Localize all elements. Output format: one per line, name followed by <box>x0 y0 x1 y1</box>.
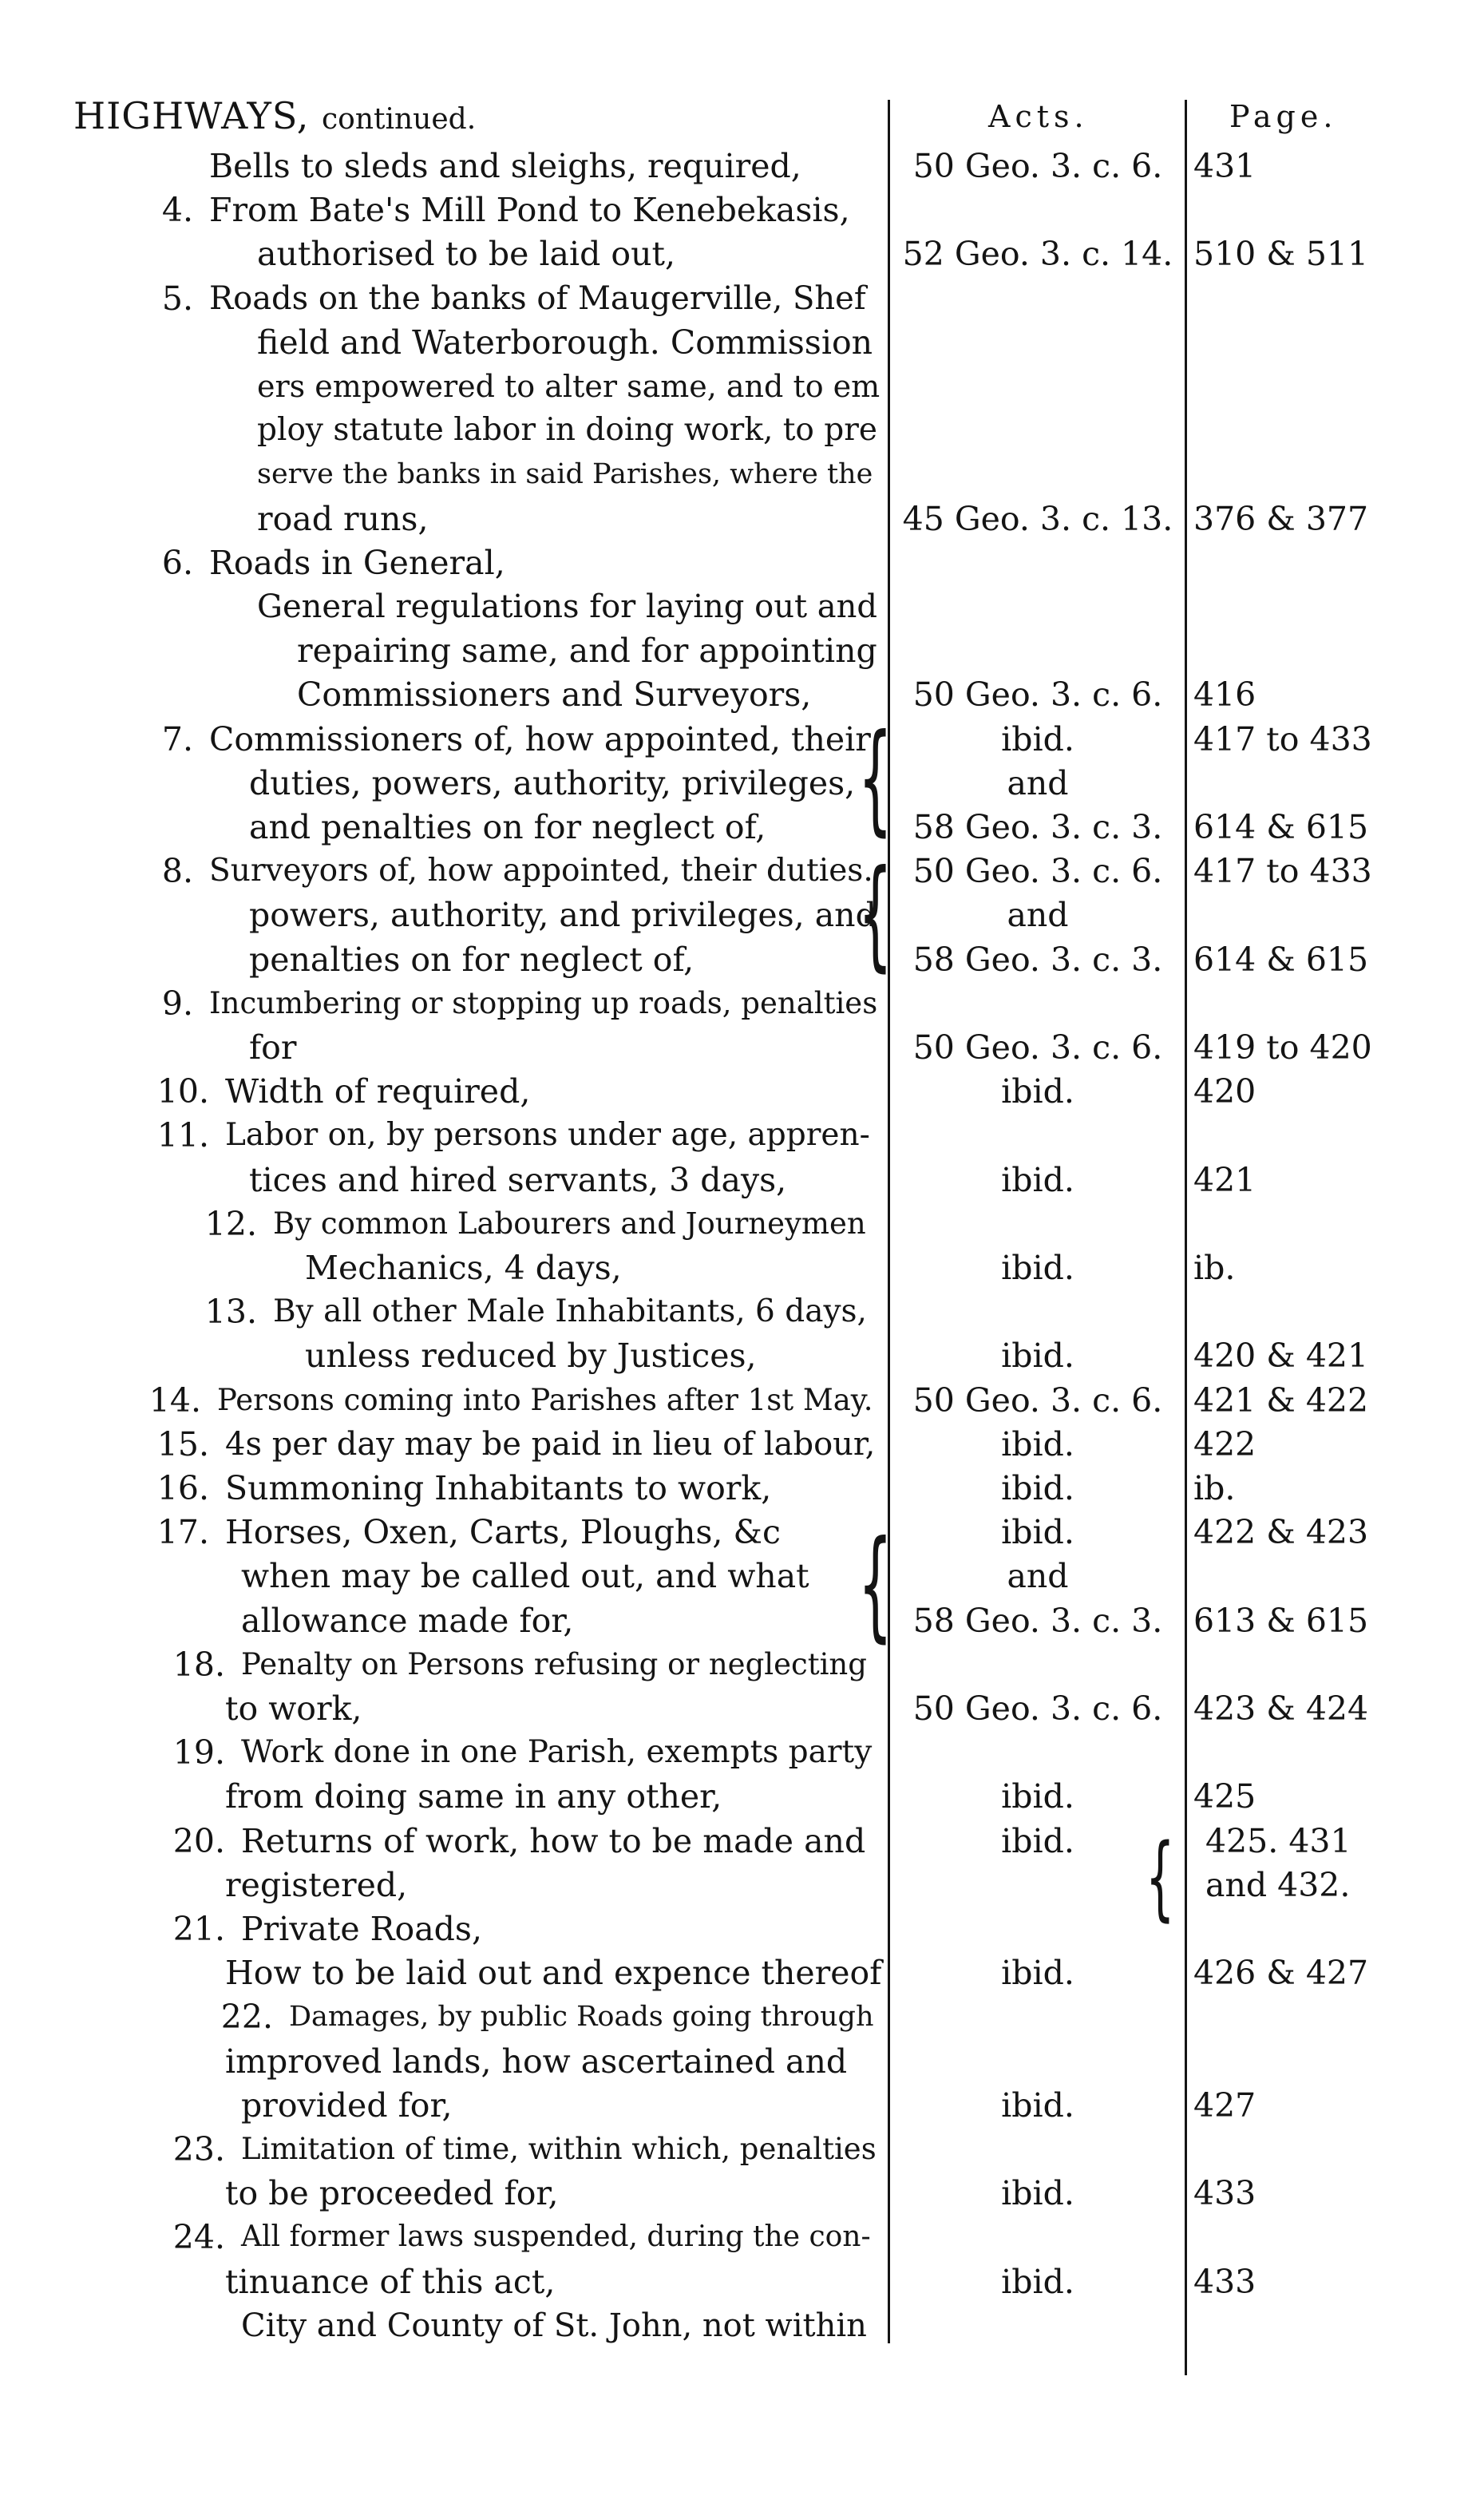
entry-text: Incumbering or stopping up roads, penalties <box>209 985 878 1020</box>
entry-row <box>0 805 1484 850</box>
entry-page: 423 & 424 <box>1193 1689 1369 1728</box>
entry-text: when may be called out, and what <box>241 1557 809 1596</box>
entry-text: and penalties on for neglect of, <box>249 808 766 846</box>
entry-act: ibid. <box>1001 1424 1074 1463</box>
entry-text: serve the banks in said Parishes, where the <box>257 458 873 491</box>
entry-number: 7. <box>161 719 193 758</box>
entry-page: 425. 431 <box>1205 1821 1351 1860</box>
entry-row <box>0 232 1484 276</box>
entry-act: 50 Geo. 3. c. 6. <box>912 147 1163 185</box>
entry-text: penalties on for neglect of, <box>249 940 695 979</box>
entry-row <box>0 1422 1484 1467</box>
entry-number: 8. <box>161 852 193 891</box>
entry-number: 16. <box>156 1469 209 1507</box>
entry-row <box>0 188 1484 232</box>
entry-row <box>0 2039 1484 2084</box>
entry-text: Returns of work, how to be made and <box>241 1821 866 1860</box>
entry-text: ers empowered to alter same, and to em <box>257 369 881 404</box>
entry-act: and <box>1007 896 1069 935</box>
entry-text: By all other Male Inhabitants, 6 days, <box>273 1293 867 1330</box>
entry-row <box>0 541 1484 585</box>
entry-act: ibid. <box>1001 1777 1074 1816</box>
entry-page: ib. <box>1193 1249 1236 1287</box>
entry-text: Surveyors of, how appointed, their duties. <box>209 853 873 889</box>
entry-text: Summoning Inhabitants to work, <box>225 1469 772 1507</box>
entry-page: 421 <box>1193 1160 1256 1199</box>
entry-text: unless reduced by Justices, <box>305 1337 757 1376</box>
entry-number: 5. <box>161 279 193 318</box>
entry-row <box>0 628 1484 673</box>
entry-act: ibid. <box>1001 1513 1074 1552</box>
entry-text: registered, <box>225 1865 408 1904</box>
entry-page: 422 & 423 <box>1193 1513 1369 1552</box>
entry-row <box>0 981 1484 1026</box>
entry-number: 17. <box>156 1513 209 1552</box>
entry-act: ibid. <box>1001 1160 1074 1199</box>
entry-act: 50 Geo. 3. c. 6. <box>912 1028 1163 1067</box>
entry-text: By common Labourers and Journeymen <box>273 1206 866 1241</box>
heading-continued: continued. <box>321 103 477 136</box>
entry-text: powers, authority, and privileges, and <box>249 896 877 935</box>
entry-row <box>0 1598 1484 1643</box>
entry-page: 422 <box>1193 1424 1256 1463</box>
entry-act: ibid. <box>1001 2262 1074 2301</box>
entry-page: 419 to 420 <box>1193 1028 1372 1067</box>
entry-row <box>0 2127 1484 2172</box>
left-brace-entry-8: { <box>858 845 892 984</box>
entry-act: ibid. <box>1001 1821 1074 1860</box>
entry-text: General regulations for laying out and <box>257 588 877 625</box>
entry-row <box>0 452 1484 497</box>
entry-act: ibid. <box>1001 2085 1074 2125</box>
entry-text: tices and hired servants, 3 days, <box>249 1160 787 1199</box>
entry-text: tinuance of this act, <box>225 2262 556 2301</box>
entry-row <box>0 1289 1484 1334</box>
entry-row <box>0 1642 1484 1687</box>
entry-page: 614 & 615 <box>1193 940 1369 979</box>
entry-row <box>0 1113 1484 1158</box>
entry-text: How to be laid out and expence thereof <box>225 1954 882 1993</box>
entry-page: ib. <box>1193 1469 1236 1507</box>
entry-row <box>0 1378 1484 1423</box>
entry-act: ibid. <box>1001 1469 1074 1507</box>
entry-text: repairing same, and for appointing <box>297 632 877 671</box>
entry-text: Roads on the banks of Maugerville, Shef <box>209 279 866 317</box>
entry-act: 50 Geo. 3. c. 6. <box>912 852 1163 891</box>
entry-act: 45 Geo. 3. c. 13. <box>902 499 1173 538</box>
entry-page: 427 <box>1193 2085 1256 2125</box>
entry-page: 425 <box>1193 1777 1256 1816</box>
entry-number: 15. <box>156 1424 209 1463</box>
entry-text: All former laws suspended, during the con- <box>241 2220 871 2254</box>
entry-text: Mechanics, 4 days, <box>305 1249 622 1287</box>
entry-number: 19. <box>172 1733 225 1772</box>
right-brace-entry-20: { <box>1146 1824 1175 1931</box>
entry-row <box>0 893 1484 937</box>
entry-row <box>0 584 1484 629</box>
entry-text: 4s per day may be paid in lieu of labour, <box>225 1425 876 1463</box>
entry-row <box>0 1069 1484 1114</box>
entry-text: Private Roads, <box>241 1910 482 1948</box>
entry-number: 22. <box>220 1998 273 2037</box>
entry-page: 420 & 421 <box>1193 1337 1369 1376</box>
entry-row <box>0 1466 1484 1511</box>
entry-act: ibid. <box>1001 719 1074 758</box>
entry-number: 20. <box>172 1821 225 1860</box>
entry-act: 52 Geo. 3. c. 14. <box>902 235 1173 274</box>
entry-row <box>0 276 1484 321</box>
entry-text: authorised to be laid out, <box>257 235 675 274</box>
entry-text: to work, <box>225 1689 362 1728</box>
entry-row <box>0 1730 1484 1775</box>
entry-act: and <box>1007 1557 1069 1596</box>
entry-act: 50 Geo. 3. c. 6. <box>912 1689 1163 1728</box>
entry-text: Persons coming into Parishes after 1st May. <box>217 1382 873 1417</box>
left-brace-entry-7: { <box>858 709 892 848</box>
entry-text: improved lands, how ascertained and <box>225 2042 848 2081</box>
entry-page: 431 <box>1193 147 1256 185</box>
entry-text: field and Waterborough. Commission <box>257 323 873 362</box>
entry-row <box>0 761 1484 806</box>
entry-page: 376 & 377 <box>1193 499 1369 538</box>
entry-number: 18. <box>172 1645 225 1684</box>
entry-text: ploy statute labor in doing work, to pre <box>257 412 877 449</box>
entry-text: from doing same in any other, <box>225 1777 722 1816</box>
entry-text: to be proceeded for, <box>225 2174 559 2213</box>
entry-act: ibid. <box>1001 1072 1074 1111</box>
entry-number: 23. <box>172 2130 225 2168</box>
entry-row <box>0 1554 1484 1598</box>
entry-row <box>0 1246 1484 1290</box>
entry-number: 10. <box>156 1072 209 1111</box>
entry-page: 433 <box>1193 2174 1256 2213</box>
entry-row <box>0 672 1484 717</box>
entry-row <box>0 1025 1484 1070</box>
page-heading <box>73 94 476 137</box>
entry-row <box>0 144 1484 188</box>
entry-page: 416 <box>1193 675 1256 715</box>
entry-row <box>0 2260 1484 2304</box>
entry-number: 13. <box>204 1293 257 1332</box>
entry-row <box>0 1333 1484 1378</box>
entry-text: Horses, Oxen, Carts, Ploughs, &c <box>225 1513 781 1552</box>
entry-text: provided for, <box>241 2085 453 2125</box>
entry-act: and <box>1007 763 1069 802</box>
entry-act: 58 Geo. 3. c. 3. <box>912 1601 1163 1640</box>
entry-act: ibid. <box>1001 1954 1074 1993</box>
entry-row <box>0 2171 1484 2216</box>
entry-row <box>0 364 1484 409</box>
entry-row <box>0 849 1484 893</box>
entry-number: 4. <box>161 191 193 230</box>
left-brace-entry-17: { <box>858 1515 892 1654</box>
entry-text: Commissioners of, how appointed, their <box>209 719 871 758</box>
entry-row <box>0 1774 1484 1819</box>
acts-column-header: Acts. <box>988 99 1089 134</box>
entry-page: 426 & 427 <box>1193 1954 1369 1993</box>
entry-number: 21. <box>172 1910 225 1948</box>
entry-text: City and County of St. John, not within <box>241 2307 867 2344</box>
entry-number: 9. <box>161 984 193 1023</box>
entry-text: Labor on, by persons under age, appren- <box>225 1117 870 1154</box>
entry-row <box>0 717 1484 762</box>
entry-row <box>0 1994 1484 2039</box>
entry-row <box>0 1819 1484 1863</box>
entry-number: 12. <box>204 1204 257 1243</box>
entry-act: 58 Geo. 3. c. 3. <box>912 940 1163 979</box>
entry-row <box>0 1951 1484 1995</box>
entry-row <box>0 408 1484 453</box>
entry-page: 417 to 433 <box>1193 852 1372 891</box>
entry-number: 11. <box>156 1116 209 1155</box>
entry-text: Commissioners and Surveyors, <box>297 675 812 715</box>
entry-row <box>0 1907 1484 1951</box>
entry-number: 24. <box>172 2218 225 2257</box>
entry-text: Bells to sleds and sleighs, required, <box>209 147 801 185</box>
heading-title: HIGHWAYS, <box>73 94 310 137</box>
page-column-header: Page. <box>1229 99 1338 134</box>
entry-row <box>0 2303 1484 2348</box>
entry-act: 50 Geo. 3. c. 6. <box>912 1380 1163 1420</box>
entry-act: 50 Geo. 3. c. 6. <box>912 675 1163 715</box>
entry-text: Penalty on Persons refusing or neglecting <box>241 1646 867 1681</box>
entry-page: 613 & 615 <box>1193 1601 1369 1640</box>
entry-row <box>0 2083 1484 2128</box>
entry-text: Damages, by public Roads going through <box>289 2001 874 2034</box>
entry-row <box>0 937 1484 982</box>
entry-page: 510 & 511 <box>1193 235 1369 274</box>
entry-page: 417 to 433 <box>1193 719 1372 758</box>
entry-row <box>0 1686 1484 1731</box>
entry-act: ibid. <box>1001 1249 1074 1287</box>
entry-page: 421 & 422 <box>1193 1380 1369 1420</box>
entry-text: From Bate's Mill Pond to Kenebekasis, <box>209 191 850 230</box>
entry-text: Roads in General, <box>209 543 505 582</box>
entry-row <box>0 497 1484 541</box>
entry-text: for <box>249 1028 297 1067</box>
entry-page: 420 <box>1193 1072 1256 1111</box>
entry-text: Work done in one Parish, exempts party <box>241 1734 873 1771</box>
entry-text: road runs, <box>257 499 429 538</box>
entry-text: Width of required, <box>225 1072 531 1111</box>
entry-text: allowance made for, <box>241 1601 574 1640</box>
entry-text: Limitation of time, within which, penalties <box>241 2132 877 2166</box>
entry-act: 58 Geo. 3. c. 3. <box>912 808 1163 846</box>
entry-row <box>0 1158 1484 1202</box>
entry-act: ibid. <box>1001 1337 1074 1376</box>
entry-row <box>0 1863 1484 1907</box>
entry-act: ibid. <box>1001 2174 1074 2213</box>
entry-number: 6. <box>161 543 193 582</box>
entry-row <box>0 1510 1484 1555</box>
entry-page: and 432. <box>1205 1865 1351 1904</box>
entry-text: duties, powers, authority, privileges, <box>249 763 856 802</box>
entry-page: 614 & 615 <box>1193 808 1369 846</box>
entry-row <box>0 320 1484 365</box>
entry-page: 433 <box>1193 2262 1256 2301</box>
entry-number: 14. <box>148 1380 201 1420</box>
entry-row <box>0 1202 1484 1246</box>
entry-row <box>0 2215 1484 2260</box>
